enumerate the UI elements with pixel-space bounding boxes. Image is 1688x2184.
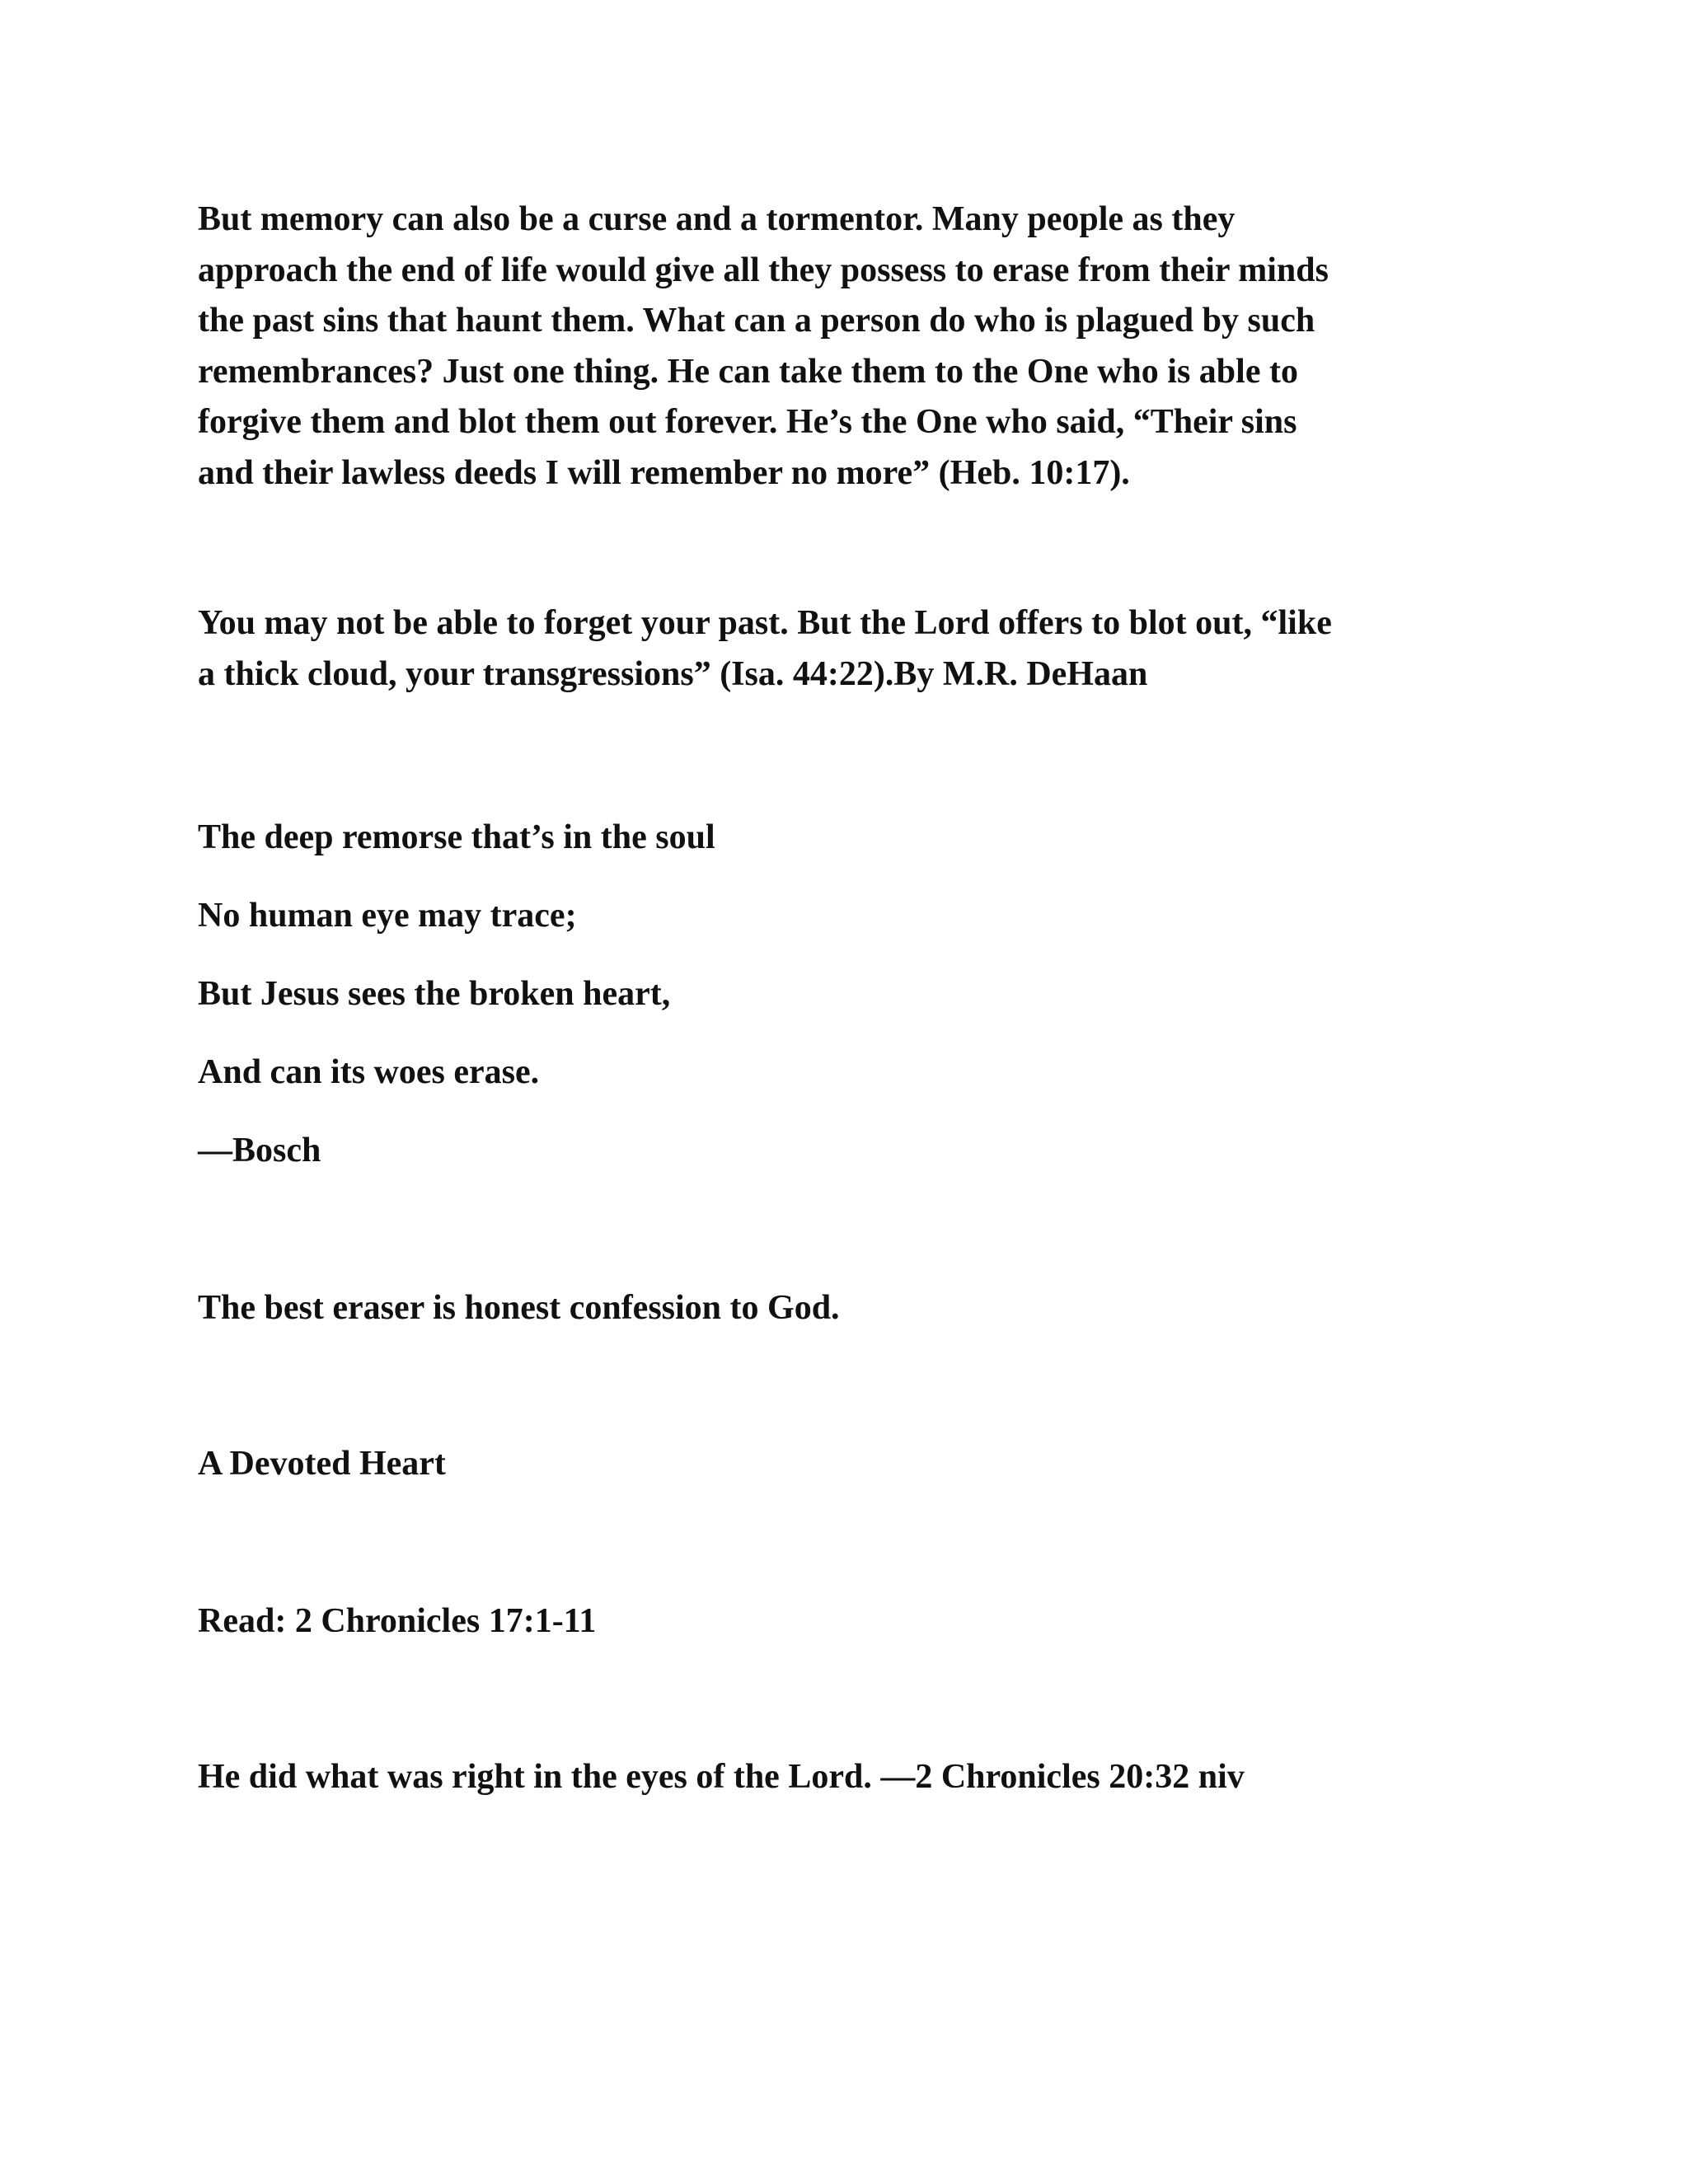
paragraph-memory — [198, 194, 1329, 499]
paragraph-line: But memory can also be a curse and a tormentor. Many people as they — [198, 200, 1236, 238]
reading-reference: Read: 2 Chronicles 17:1-11 — [198, 1602, 597, 1640]
paragraph-line: a thick cloud, your transgressions” (Isa. 44:22).By M.R. DeHaan — [198, 654, 1148, 693]
poem-line: No human eye may trace; — [198, 897, 577, 935]
devotional-title: A Devoted Heart — [198, 1445, 446, 1483]
poem-line: And can its woes erase. — [198, 1053, 540, 1091]
poem-attribution: —Bosch — [198, 1132, 321, 1169]
poem-line: But Jesus sees the broken heart, — [198, 975, 671, 1013]
poem — [198, 799, 715, 1190]
paragraph-line: and their lawless deeds I will remember no more” (Heb. 10:17). — [198, 453, 1130, 492]
paragraph-line: the past sins that haunt them. What can a person do who is plagued by such — [198, 302, 1315, 340]
paragraph-line: forgive them and blot them out forever. He’s the One who said, “Their sins — [198, 403, 1297, 441]
paragraph-line: You may not be able to forget your past. But the Lord offers to blot out, “like — [198, 604, 1332, 642]
paragraph-forget-past — [198, 598, 1332, 700]
paragraph-line: remembrances? Just one thing. He can take them to the One who is able to — [198, 352, 1298, 391]
paragraph-line: approach the end of life would give all they possess to erase from their minds — [198, 251, 1329, 289]
thought-for-the-day: The best eraser is honest confession to God. — [198, 1289, 840, 1327]
poem-line: The deep remorse that’s in the soul — [198, 818, 715, 856]
key-verse: He did what was right in the eyes of the Lord. —2 Chronicles 20:32 niv — [198, 1758, 1245, 1796]
